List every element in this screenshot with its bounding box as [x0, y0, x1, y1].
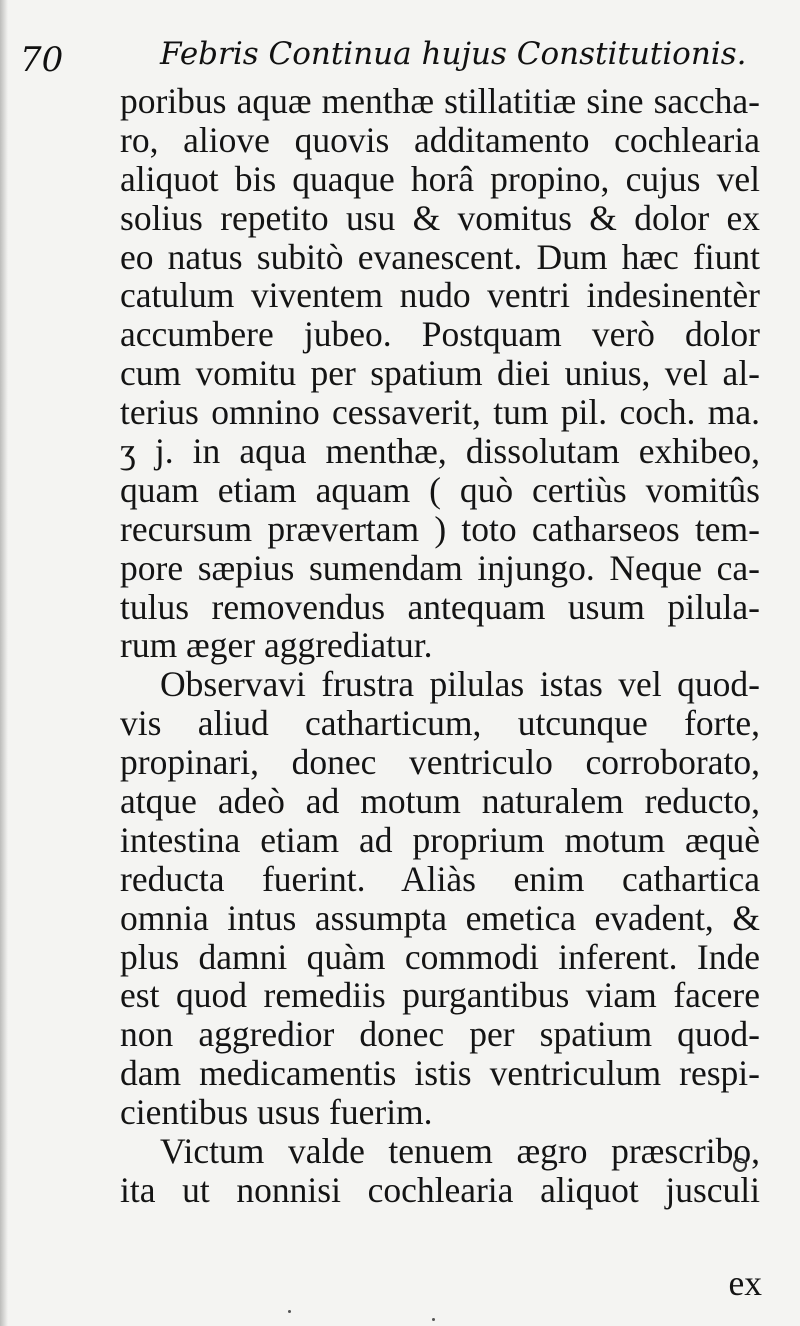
running-head: Febris Continua hujus Constitutionis. [160, 36, 747, 72]
text-line-6: catulum viventem nudo ventri indesinentèr [120, 275, 760, 316]
page-number: 70 [20, 40, 64, 80]
text-line-14: tulus removendus antequam usum pilula- [120, 586, 760, 627]
text-line-1: poribus aquæ menthæ stillatitiæ sine saccha- [120, 81, 760, 121]
text-line-24: est quod remediis purgantibus viam facere [120, 975, 760, 1016]
text-line-23: plus damni quàm commodi inferent. Inde [120, 936, 760, 977]
text-line-25: non aggredior donec per spatium quod- [120, 1014, 760, 1055]
text-line-10: ʒ j. in aqua menthæ, dissolutam exhibeo, [120, 431, 760, 472]
text-line-9: terius omnino cessaverit, tum pil. coch. ma. [120, 392, 760, 433]
text-line-18: propinari, donec ventriculo corroborato, [120, 742, 760, 783]
text-line-29: ita ut nonnisi cochlearia aliquot jusculi [120, 1169, 760, 1210]
text-line-22: omnia intus assumpta emetica evadent, & [120, 897, 760, 938]
gutter-shadow [0, 0, 8, 1326]
text-line-27: cientibus usus fuerim. [120, 1092, 433, 1133]
text-line-3: aliquot bis quaque horâ propino, cujus vel [120, 158, 760, 199]
text-line-13: pore sæpius sumendam injungo. Neque ca- [120, 547, 760, 588]
text-line-21: reducta fuerint. Aliàs enim cathartica [120, 858, 760, 899]
page-header [0, 30, 800, 80]
text-line-4: solius repetito usu & vomitus & dolor ex [120, 197, 760, 238]
text-line-28: Victum valde tenuem ægro præscribo, [160, 1131, 760, 1172]
ink-blot [733, 1158, 747, 1172]
text-line-8: cum vomitu per spatium diei unius, vel al- [120, 353, 760, 394]
text-line-2: ro, aliove quovis additamento cochlearia [120, 119, 760, 160]
text-line-7: accumbere jubeo. Postquam verò dolor [120, 314, 760, 355]
text-line-26: dam medicamentis istis ventriculum respi- [120, 1053, 760, 1094]
text-line-12: recursum prævertam ) toto catharseos tem- [120, 508, 760, 549]
text-line-15: rum æger aggrediatur. [120, 625, 433, 666]
body-text [120, 82, 760, 1210]
ink-speck [432, 1318, 435, 1321]
text-line-20: intestina etiam ad proprium motum æquè [120, 819, 760, 860]
text-line-16: Observavi frustra pilulas istas vel quod- [160, 664, 760, 705]
text-line-11: quam etiam aquam ( quò certiùs vomitûs [120, 469, 760, 510]
text-line-19: atque adeò ad motum naturalem reducto, [120, 781, 760, 822]
text-line-5: eo natus subitò evanescent. Dum hæc fiunt [120, 236, 760, 277]
ink-speck [288, 1310, 291, 1313]
catchword: ex [728, 1263, 762, 1303]
text-line-17: vis aliud catharticum, utcunque forte, [120, 703, 760, 744]
